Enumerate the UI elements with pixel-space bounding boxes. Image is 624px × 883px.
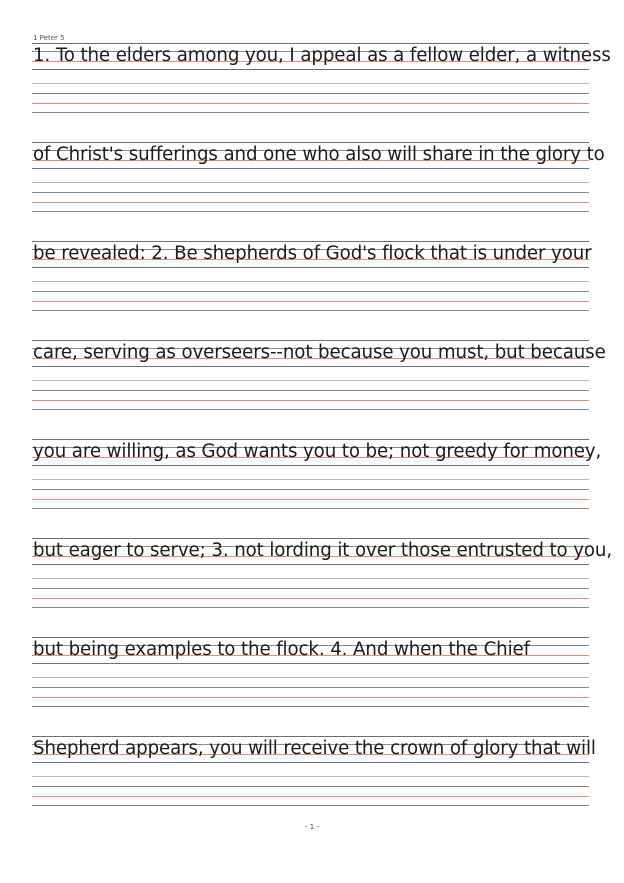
guide-rule (32, 43, 589, 44)
guide-rule (32, 697, 589, 698)
guide-rule (32, 578, 589, 579)
guide-rule (32, 366, 589, 367)
guide-rule (32, 607, 589, 608)
guide-rule (32, 112, 589, 113)
guide-rule (32, 281, 589, 282)
guide-rule (32, 508, 589, 509)
practice-line-block (32, 538, 612, 628)
verse-text-line: 1. To the elders among you, I appeal as a fellow elder, a witness (33, 45, 611, 66)
practice-line-block (32, 142, 605, 232)
practice-line-block (32, 439, 602, 529)
practice-line-block (32, 736, 596, 826)
guide-rule (32, 310, 589, 311)
guide-rule (32, 202, 589, 203)
guide-rule (32, 142, 589, 143)
page-header: 1 Peter 5 (33, 34, 65, 42)
guide-rule (32, 786, 589, 787)
guide-rule (32, 409, 589, 410)
guide-rule (32, 439, 589, 440)
guide-rule (32, 637, 589, 638)
guide-rule (32, 796, 589, 797)
guide-rule (32, 301, 589, 302)
guide-rule (32, 564, 589, 565)
guide-rule (32, 663, 589, 664)
verse-text-line: you are willing, as God wants you to be; not greedy for money, (33, 441, 602, 462)
practice-line-block (32, 637, 589, 727)
guide-rule (32, 93, 589, 94)
practice-line-block (32, 241, 592, 331)
guide-rule (32, 267, 589, 268)
guide-rule (32, 706, 589, 707)
guide-rule (32, 211, 589, 212)
practice-line-block (32, 340, 606, 430)
guide-rule (32, 83, 589, 84)
guide-rule (32, 380, 589, 381)
guide-rule (32, 479, 589, 480)
guide-rule (32, 776, 589, 777)
guide-rule (32, 677, 589, 678)
verse-text-line: but being examples to the flock. 4. And when the Chief (33, 639, 530, 660)
guide-rule (32, 103, 589, 104)
guide-rule (32, 69, 589, 70)
page-number: - 1 - (305, 823, 319, 831)
guide-rule (32, 291, 589, 292)
verse-text-line: of Christ's sufferings and one who also will share in the glory to (33, 144, 605, 165)
guide-rule (32, 588, 589, 589)
verse-text-line: Shepherd appears, you will receive the crown of glory that will (33, 738, 596, 759)
guide-rule (32, 805, 589, 806)
guide-rule (32, 499, 589, 500)
guide-rule (32, 192, 589, 193)
verse-text-line: but eager to serve; 3. not lording it over those entrusted to you, (33, 540, 612, 561)
guide-rule (32, 736, 589, 737)
verse-text-line: be revealed: 2. Be shepherds of God's flock that is under your (33, 243, 592, 264)
guide-rule (32, 168, 589, 169)
guide-rule (32, 538, 589, 539)
guide-rule (32, 390, 589, 391)
guide-rule (32, 489, 589, 490)
guide-rule (32, 762, 589, 763)
guide-rule (32, 465, 589, 466)
guide-rule (32, 340, 589, 341)
guide-rule (32, 241, 589, 242)
verse-text-line: care, serving as overseers--not because you must, but because (33, 342, 606, 363)
guide-rule (32, 598, 589, 599)
practice-line-block (32, 43, 611, 133)
guide-rule (32, 182, 589, 183)
guide-rule (32, 400, 589, 401)
guide-rule (32, 687, 589, 688)
